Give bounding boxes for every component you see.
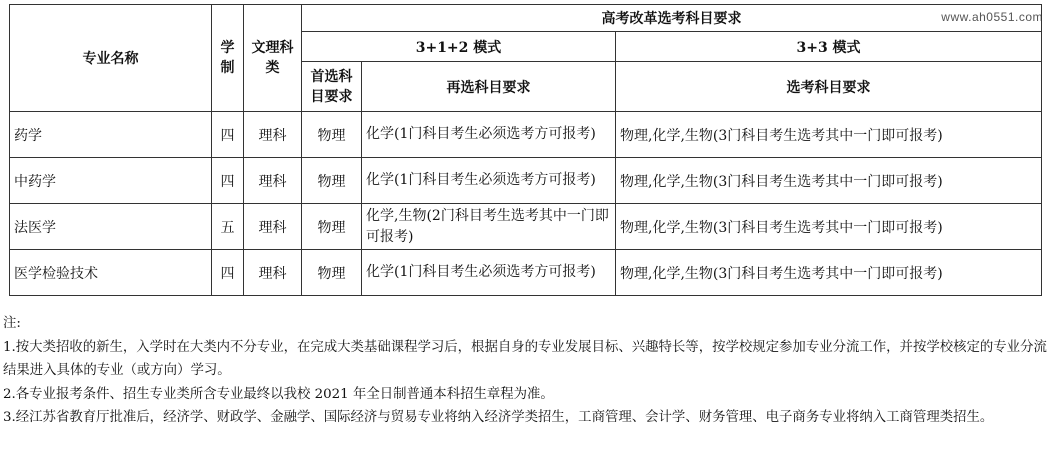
header-reform-title: 高考改革选考科目要求 [302, 5, 1042, 32]
table-row [10, 158, 1042, 204]
cell-category: 理科 [244, 112, 302, 158]
cell-duration: 四 [212, 112, 244, 158]
cell-first-choice: 物理 [302, 112, 362, 158]
header-mode-312: 3+1+2 模式 [302, 32, 616, 62]
cell-duration: 四 [212, 250, 244, 296]
cell-select-req: 物理,化学,生物(3门科目考生选考其中一门即可报考) [616, 112, 1042, 158]
cell-reselect: 化学,生物(2门科目考生选考其中一门即可报考) [362, 204, 616, 250]
table-row [10, 250, 1042, 296]
cell-major-name: 法医学 [10, 204, 212, 250]
cell-reselect: 化学(1门科目考生必须选考方可报考) [362, 250, 616, 296]
cell-first-choice: 物理 [302, 158, 362, 204]
cell-category: 理科 [244, 204, 302, 250]
site-watermark: www.ah0551.com [941, 10, 1043, 24]
cell-duration: 四 [212, 158, 244, 204]
cell-duration: 五 [212, 204, 244, 250]
cell-select-req: 物理,化学,生物(3门科目考生选考其中一门即可报考) [616, 250, 1042, 296]
cell-first-choice: 物理 [302, 204, 362, 250]
major-requirements-table [9, 4, 1042, 296]
cell-first-choice: 物理 [302, 250, 362, 296]
note-item: 1.按大类招收的新生，入学时在大类内不分专业，在完成大类基础课程学习后，根据自身的专业发展目标、兴趣特长等，按学校规定参加专业分流工作，并按学校核定的专业分流结果进入具体的专业（或方向）学习。 [3, 339, 1047, 379]
cell-major-name: 药学 [10, 112, 212, 158]
note-item: 2.各专业报考条件、招生专业类所含专业最终以我校 2021 年全日制普通本科招生章程为准。 [3, 386, 554, 402]
cell-major-name: 医学检验技术 [10, 250, 212, 296]
header-select-req: 选考科目要求 [616, 62, 1042, 112]
header-mode-33: 3+3 模式 [616, 32, 1042, 62]
table-row [10, 204, 1042, 250]
notes-section [3, 312, 1047, 430]
cell-select-req: 物理,化学,生物(3门科目考生选考其中一门即可报考) [616, 204, 1042, 250]
notes-title: 注: [3, 316, 21, 331]
cell-category: 理科 [244, 250, 302, 296]
header-duration: 学制 [212, 5, 244, 112]
table-row [10, 112, 1042, 158]
cell-reselect: 化学(1门科目考生必须选考方可报考) [362, 158, 616, 204]
cell-major-name: 中药学 [10, 158, 212, 204]
header-reselect: 再选科目要求 [362, 62, 616, 112]
cell-category: 理科 [244, 158, 302, 204]
header-category: 文理科类 [244, 5, 302, 112]
header-first-choice: 首选科目要求 [302, 62, 362, 112]
cell-select-req: 物理,化学,生物(3门科目考生选考其中一门即可报考) [616, 158, 1042, 204]
cell-reselect: 化学(1门科目考生必须选考方可报考) [362, 112, 616, 158]
header-major-name: 专业名称 [10, 5, 212, 112]
note-item: 3.经江苏省教育厅批准后，经济学、财政学、金融学、国际经济与贸易专业将纳入经济学类招生，工商管理、会计学、财务管理、电子商务专业将纳入工商管理类招生。 [3, 410, 994, 426]
